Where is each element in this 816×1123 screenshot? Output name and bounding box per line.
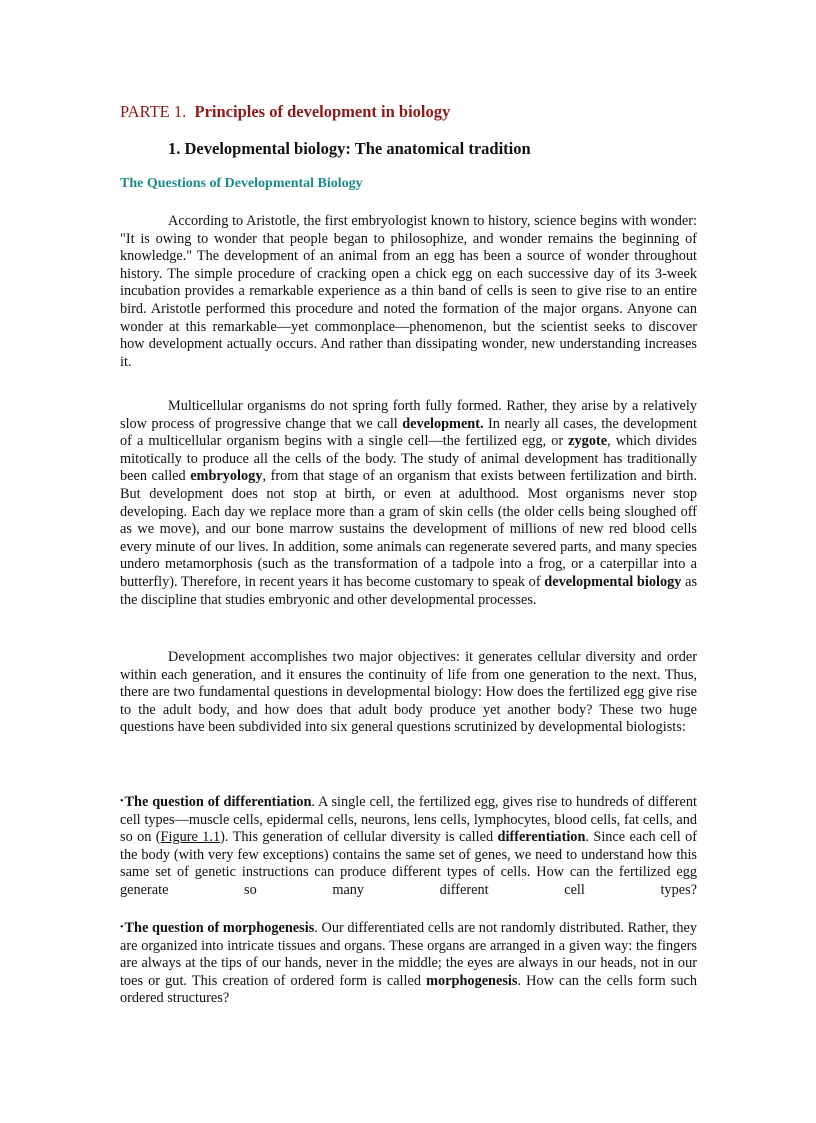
text-run: . Our differentiated cells are not randomly distributed. Rather, they are organized into intricate tissues and organs. These organs are arranged in a given way: the fingers are always at the tips of our hands, never in the middle; the eyes are always in our heads, not in our toes or gut. This creation of ordered form is called — [120, 920, 697, 989]
text-run: as the discipline that studies embryonic and other developmental processes. — [120, 573, 698, 608]
term-developmental-biology: developmental biology — [544, 573, 682, 590]
text-run: ). This generation of cellular diversity is called — [220, 829, 498, 846]
text-run: . A single cell, the fertilized egg, gives rise to hundreds of different cell types—muscle cells, epidermal cells, neurons, lens cells, lymphocytes, blood cells, fat cells, and so on ( — [120, 794, 698, 846]
bullet-title: The question of differentiation — [124, 794, 312, 810]
text-run: , which divides mitotically to produce all the cells of the body. The study of animal development has traditionally been called — [120, 433, 697, 485]
part-heading — [120, 102, 450, 122]
term-differentiation: differentiation — [497, 829, 586, 846]
section-title: The Questions of Developmental Biology — [120, 176, 363, 191]
text-run: , from that stage of an organism that exists between fertilization and birth. But development does not stop at birth, or even at adulthood. Most organisms never stop developing. Each day we replace more than a gram of skin cells (the older cells being sloughed off as we move), and our bone marrow sustains the development of millions of new red blood cells every minute of our lives. In addition, some animals can regenerate severed parts, and many species undero metamorphosis (such as the transformation of a tadpole into a frog, or a caterpillar into a butterfly). Therefore, in recent years it has become customary to speak of — [120, 468, 697, 590]
chapter-title: 1. Developmental biology: The anatomical tradition — [168, 139, 531, 158]
term-development: development. — [402, 415, 484, 432]
part-label: PARTE 1. — [120, 102, 187, 121]
figure-link[interactable]: Figure 1.1 — [160, 829, 221, 846]
paragraph-objectives: Development accomplishes two major objectives: it generates cellular diversity and order within each generation, and it ensures the continuity of life from one generation to the next. Thus, there are two fundamental questions in developmental biology: How does the fertilized egg give rise to the adult body, and how does that adult body produce yet another body? These two huge questions have been subdivided into six general questions scrutinized by developmental biologists: — [120, 649, 697, 736]
bullet-differentiation — [120, 793, 697, 900]
text-run: . Since each cell of the body (with very few exceptions) contains the same set of genes, we need to understand how this same set of genetic instructions can produce different types of cells. How can the fertilized egg generate so many different cell types? — [120, 829, 698, 898]
part-title: Principles of development in biology — [194, 102, 451, 121]
term-embryology: embryology — [190, 468, 263, 485]
paragraph-aristotle: According to Aristotle, the first embryologist known to history, science begins with wonder: "It is owing to wonder that people began to philosophize, and wonder remains the beginning of knowledge." The development of an animal from an egg has been a source of wonder throughout history. The simple procedure of cracking open a chick egg on each successive day of its 3-week incubation provides a remarkable experience as a thin band of cells is seen to give rise to an entire bird. Aristotle performed this procedure and noted the formation of the major organs. Anyone can wonder at this remarkable—yet commonplace—phenomenon, but the scientist seeks to discover how development actually occurs. And rather than dissipating wonder, new understanding increases it. — [120, 213, 697, 370]
text-run: In nearly all cases, the development of a multicellular organism begins with a single cell—the fertilized egg, or — [120, 415, 697, 450]
text-run: . How can the cells form such ordered structures? — [120, 972, 697, 1007]
term-zygote: zygote — [568, 433, 608, 450]
bullet-title: The question of morphogenesis — [124, 920, 315, 936]
bullet-icon: • — [120, 796, 124, 807]
bullet-icon: • — [120, 922, 124, 933]
text-run: Multicellular organisms do not spring forth fully formed. Rather, they arise by a relatively slow process of progressive change that we call — [120, 398, 697, 432]
term-morphogenesis: morphogenesis — [426, 972, 518, 989]
paragraph-multicellular — [120, 398, 697, 609]
bullet-morphogenesis — [120, 919, 697, 1008]
